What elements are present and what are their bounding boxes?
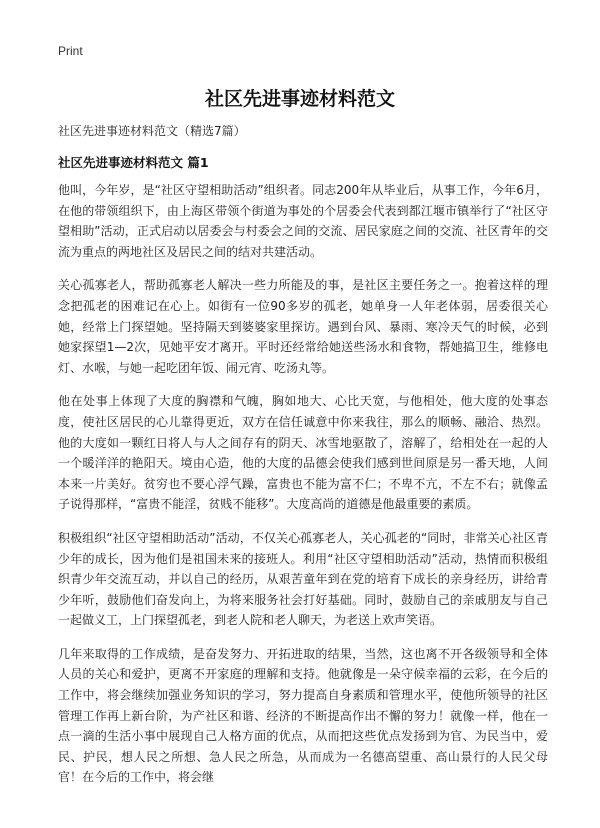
page-title: 社区先进事迹材料范文 bbox=[204, 88, 395, 110]
document-body bbox=[58, 180, 548, 820]
document-subtitle: 社区先进事迹材料范文（精选7篇） bbox=[58, 124, 246, 138]
section-heading: 社区先进事迹材料范文 篇1 bbox=[58, 155, 209, 170]
paragraph-3: 他在处事上体现了大度的胸襟和气魄，胸如地大、心比天宽，与他相处，他大度的处事态度，使社区居民的心儿靠得更近，双方在信任诚意中你来我往，那么的顺畅、融洽、热烈。他的大度如一颗红日将人与人之间存有的阴天、冰雪地驱散了，溶解了，给相处在一起的人一个暖洋洋的艳阳天。境由心造，他的大度的品德会使我们感到世间原是另一番天地，人间本来一片美好。贫穷也不要心浮气躁，富贵也不能为富不仁；不卑不亢，不左不右；就像孟子说得那样，“富贵不能淫，贫贱不能移”。大度高尚的道德是他最重要的素质。 bbox=[58, 394, 548, 512]
paragraph-2: 关心孤寡老人，帮助孤寡老人解决一些力所能及的事，是社区主要任务之一。抱着这样的理念把孤老的困难记在心上。如街有一位90多岁的孤老，她单身一人年老体弱，居委很关心她，经常上门探望她。坚持隔天到婆婆家里探访。遇到台风、暴雨、寒冷天气的时候，必到她家探望1—2次，见她平安才离开。平时还经常给她送些汤水和食物，帮她搞卫生，维修电灯、水喉，与她一起吃团年饭、闹元宵、吃汤丸等。 bbox=[58, 278, 548, 375]
print-link[interactable]: Print bbox=[58, 44, 83, 58]
paragraph-4: 积极组织“社区守望相助活动”活动，不仅关心孤寡老人，关心孤老的“同时，非常关心社区青少年的成长，因为他们是祖国未来的接班人。利用“社区守望相助活动”活动，热情而积极组织青少年交流互动，并以自己的经历，从艰苦童年到在党的培育下成长的亲身经历，讲给青少年听，鼓励他们奋发向上，为将来服务社会打好基础。同时，鼓励自己的亲戚朋友与自己一起做义工，上门探望孤老，到老人院和老人聊天，为老送上欢声笑语。 bbox=[58, 530, 548, 628]
paragraph-1: 他叫，今年岁，是“社区守望相助活动”组织者。同志200年从毕业后，从事工作，今年6月，在他的带领组织下，由上海区带领个街道为事处的个居委会代表到都江堰市镇举行了“社区守望相助”活动，正式启动以居委会与村委会之间的交流、居民家庭之间的交流、社区青年的交流为重点的两地社区及居民之间的结对共建活动。 bbox=[58, 183, 548, 259]
paragraph-5: 几年来取得的工作成绩，是奋发努力、开拓进取的结果，当然，这也离不开各级领导和全体人员的关心和爱护，更离不开家庭的理解和支持。他就像是一朵守候幸福的云彩，在今后的工作中，将会继续加强业务知识的学习，努力提高自身素质和管理水平，使他所领导的社区管理工作再上新台阶，为产社区和谐、经济的不断提高作出不懈的努力！就像一样，他在一点一滴的生活小事中展现自己人格方面的优点，从而把这些优点发扬到为官、为民当中，爱民、护民，想人民之所想、急人民之所急，从而成为一名德高望重、高山景行的人民父母官！在今后的工作中，将会继 bbox=[58, 646, 548, 785]
